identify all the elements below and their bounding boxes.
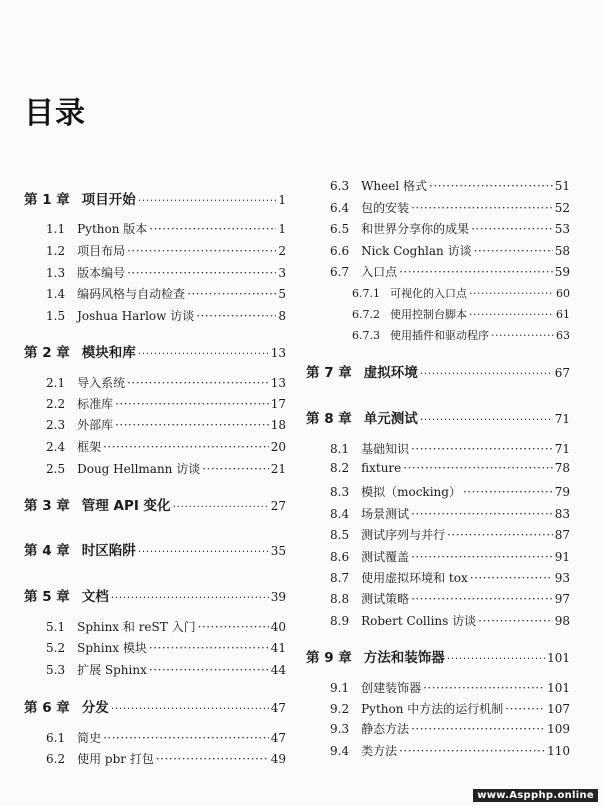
toc-section [330,242,570,259]
toc-section [330,700,570,717]
toc-section [330,548,570,565]
dot-leader [202,462,269,476]
toc-title: 和世界分享你的成果 [361,222,470,236]
toc-title: 时区陷阱 [81,543,136,559]
dot-leader [156,752,269,766]
toc-page-number: 67 [554,366,570,380]
toc-section [330,612,570,629]
toc-section [330,505,570,522]
toc-section [46,264,286,281]
toc-section [46,285,286,302]
toc-page-number: 39 [270,590,286,604]
toc-chapter [306,361,570,381]
dot-leader [127,244,276,258]
toc-number: 第 7 章 [306,365,352,381]
toc-title: 创建装饰器 [361,681,422,695]
dot-leader [399,744,545,758]
toc-page-number: 93 [554,571,570,585]
toc-title: 使用插件和驱动程序 [390,329,489,342]
dot-leader [411,550,553,564]
toc-title: 可视化的入口点 [390,287,467,300]
toc-title: 项目开始 [81,192,136,208]
toc-number: 第 1 章 [24,192,70,208]
toc-page-number: 5 [278,287,286,301]
toc-title: 文档 [81,589,109,605]
dot-leader [447,528,553,542]
toc-page-number: 3 [278,266,286,280]
toc-page-number: 47 [270,701,286,715]
toc-title: 外部库 [77,418,114,432]
dot-leader [111,591,269,604]
toc-section [46,374,286,391]
dot-leader [470,571,553,585]
toc-chapter [24,494,286,514]
toc-title: 静态方法 [361,722,410,736]
toc-subsection [352,327,570,343]
toc-number: 8.4 [330,507,350,521]
toc-section [330,199,570,216]
toc-title: 基础知识 [361,442,410,456]
toc-page-number: 49 [270,752,286,766]
toc-number: 第 4 章 [24,543,70,559]
toc-number: 1.4 [46,287,66,301]
toc-chapter [24,585,286,605]
toc-chapter [24,341,286,361]
toc-section [330,461,570,475]
toc-page-number: 87 [554,528,570,542]
toc-page-number: 59 [554,265,570,279]
toc-section [46,750,286,767]
dot-leader [399,265,553,279]
toc-number: 9.1 [330,681,350,695]
toc-number: 1.5 [46,309,66,323]
toc-number: 6.7.2 [352,308,380,321]
toc-chapter [24,539,286,559]
dot-leader [138,347,269,360]
toc-title: 场景测试 [361,507,410,521]
dot-leader [149,641,269,655]
dot-leader [403,461,552,475]
toc-section [330,483,570,500]
dot-leader [127,266,276,280]
page-title: 目录 [24,96,86,131]
toc-title: 框架 [77,440,102,454]
toc-number: 1.1 [46,222,66,236]
toc-page-number: 97 [554,592,570,606]
dot-leader [423,681,545,695]
dot-leader [173,500,269,513]
dot-leader [115,418,269,432]
toc-page-number: 83 [554,507,570,521]
toc-number: 8.7 [330,571,350,585]
toc-section [330,440,570,457]
toc-number: 6.7.3 [352,329,380,342]
toc-page-number: 63 [556,329,570,342]
toc-title: 项目布局 [77,244,126,258]
dot-leader [198,620,269,634]
toc-title: 使用虚拟环境和 tox [361,571,468,585]
toc-page-number: 71 [554,442,570,456]
toc-number: 2.1 [46,376,66,390]
dot-leader [103,731,269,745]
toc-number: 6.4 [330,201,350,215]
toc-page-number: 60 [556,287,570,300]
toc-page-number: 40 [270,620,286,634]
dot-leader [411,442,553,456]
toc-title: 模块和库 [81,345,136,361]
dot-leader [115,397,269,411]
toc-page-number: 20 [270,440,286,454]
toc-page-number: 13 [270,376,286,390]
toc-number: 8.6 [330,550,350,564]
toc-number: 2.2 [46,397,66,411]
toc-page-number: 1 [278,193,286,207]
toc-section [330,742,570,759]
toc-title: 版本编号 [77,266,126,280]
toc-number: 8.9 [330,614,350,628]
dot-leader [138,545,269,558]
toc-page-number: 52 [554,201,570,215]
toc-page-number: 58 [554,244,570,258]
toc-title: 导入系统 [77,376,126,390]
toc-section [330,720,570,737]
toc-title: 单元测试 [363,411,418,427]
toc-title: 分发 [81,700,109,716]
toc-page-number: 110 [547,744,570,758]
toc-section [330,220,570,237]
toc-title: 标准库 [77,397,114,411]
toc-page-number: 79 [554,485,570,499]
toc-number: 第 5 章 [24,589,70,605]
toc-number: 6.6 [330,244,350,258]
toc-section [46,416,286,433]
dot-leader [447,652,545,665]
toc-page-number: 2 [278,244,286,258]
toc-page-number: 109 [547,722,570,736]
dot-leader [411,592,553,606]
toc-section [330,569,570,586]
toc-number: 6.5 [330,222,350,236]
dot-leader [420,413,553,426]
toc-page-number: 71 [554,412,570,426]
toc-section [330,263,570,280]
dot-leader [111,702,269,715]
toc-title: 模拟（mocking） [361,485,461,499]
toc-page-number: 17 [270,397,286,411]
toc-title: 入口点 [361,265,398,279]
dot-leader [187,287,276,301]
dot-leader [420,367,553,380]
toc-page-number: 98 [554,614,570,628]
toc-page-number: 35 [270,544,286,558]
toc-subsection [352,285,570,301]
toc-title: 测试覆盖 [361,550,410,564]
toc-page-number: 44 [270,663,286,677]
toc-number: 第 3 章 [24,498,70,514]
toc-title: Joshua Harlow 访谈 [77,309,195,323]
toc-number: 6.1 [46,731,66,745]
toc-title: 管理 API 变化 [81,498,171,514]
toc-page-number: 8 [278,309,286,323]
toc-number: 第 9 章 [306,650,352,666]
dot-leader [411,722,545,736]
dot-leader [149,222,276,236]
toc-section [46,661,286,678]
toc-title: fixture [361,461,402,475]
dot-leader [196,309,276,323]
toc-number: 6.7 [330,265,350,279]
toc-page-number: 41 [270,641,286,655]
toc-number: 2.4 [46,440,66,454]
toc-title: 类方法 [361,744,398,758]
toc-number: 8.3 [330,485,350,499]
toc-number: 8.8 [330,592,350,606]
toc-page-number: 101 [547,681,570,695]
toc-section [330,679,570,696]
dot-leader [138,194,277,207]
toc-page-number: 53 [554,222,570,236]
toc-number: 6.3 [330,179,350,193]
toc-page-number: 47 [270,731,286,745]
toc-subsection [352,306,570,322]
toc-title: Nick Coghlan 访谈 [361,244,472,258]
toc-title: 测试序列与并行 [361,528,446,542]
toc-number: 第 6 章 [24,700,70,716]
dot-leader [469,308,554,321]
toc-number: 2.5 [46,462,66,476]
toc-number: 8.5 [330,528,350,542]
toc-section [46,729,286,746]
dot-leader [429,179,553,193]
toc-chapter [306,407,570,427]
dot-leader [478,614,553,628]
toc-title: Wheel 格式 [361,179,428,193]
toc-title: 测试策略 [361,592,410,606]
dot-leader [411,201,553,215]
toc-number: 5.2 [46,641,66,655]
toc-number: 6.2 [46,752,66,766]
toc-section [46,618,286,635]
toc-page-number: 61 [556,308,570,321]
toc-section [46,220,286,237]
toc-title: Doug Hellmann 访谈 [77,462,201,476]
toc-number: 5.1 [46,620,66,634]
toc-chapter [306,646,570,666]
toc-number: 8.2 [330,461,350,475]
toc-page-number: 51 [554,179,570,193]
toc-title: 方法和装饰器 [363,650,445,666]
toc-chapter [24,188,286,208]
toc-number: 第 8 章 [306,411,352,427]
toc-page-number: 21 [270,462,286,476]
toc-section [46,307,286,324]
toc-section [46,438,286,455]
toc-page-number: 101 [547,651,570,665]
dot-leader [491,329,554,342]
toc-number: 9.4 [330,744,350,758]
toc-section [46,639,286,656]
toc-number: 1.3 [46,266,66,280]
toc-section [330,177,570,194]
dot-leader [463,485,553,499]
toc-page-number: 91 [554,550,570,564]
dot-leader [469,287,554,300]
toc-title: 虚拟环境 [363,365,418,381]
toc-title: 简史 [77,731,102,745]
dot-leader [471,222,553,236]
toc-number: 6.7.1 [352,287,380,300]
dot-leader [411,507,553,521]
dot-leader [103,440,269,454]
toc-number: 9.2 [330,702,350,716]
toc-number: 8.1 [330,442,350,456]
toc-title: 扩展 Sphinx [77,663,147,677]
toc-page-number: 107 [547,702,570,716]
toc-page-number: 18 [270,418,286,432]
toc-page-number: 27 [270,499,286,513]
toc-title: 包的安装 [361,201,410,215]
toc-chapter [24,696,286,716]
toc-section [46,395,286,412]
toc-title: 使用 pbr 打包 [77,752,154,766]
toc-title: 编码风格与自动检查 [77,287,186,301]
dot-leader [127,376,269,390]
toc-number: 9.3 [330,722,350,736]
watermark: www.Aspphp.online [473,789,598,802]
toc-number: 第 2 章 [24,345,70,361]
toc-section [46,242,286,259]
toc-page-number: 78 [554,461,570,475]
toc-number: 2.3 [46,418,66,432]
toc-page-number: 1 [278,222,286,236]
toc-page-number: 13 [270,346,286,360]
toc-section [330,590,570,607]
dot-leader [474,244,553,258]
toc-title: Robert Collins 访谈 [361,614,477,628]
toc-title: Sphinx 和 reST 入门 [77,620,196,634]
toc-section [46,460,286,477]
toc-title: Python 中方法的运行机制 [361,702,504,716]
toc-title: Python 版本 [77,222,148,236]
toc-title: 使用控制台脚本 [390,308,467,321]
toc-title: Sphinx 模块 [77,641,147,655]
toc-number: 1.2 [46,244,66,258]
toc-number: 5.3 [46,663,66,677]
dot-leader [505,702,545,716]
toc-section [330,526,570,543]
dot-leader [149,663,269,677]
